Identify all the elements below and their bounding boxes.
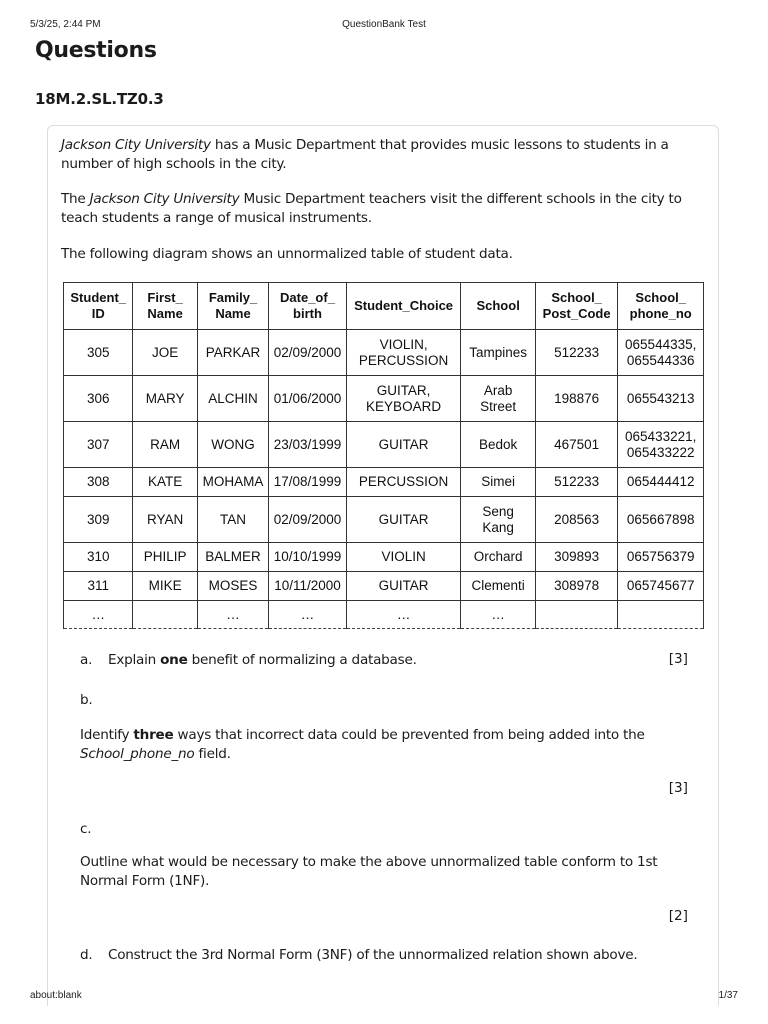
table-cell: Simei (461, 468, 535, 497)
table-cell: MOSES (197, 572, 268, 601)
table-cell: 311 (64, 572, 133, 601)
table-cell: PHILIP (133, 543, 197, 572)
table-cell: ALCHIN (197, 376, 268, 422)
table-cell: 065544335, 065544336 (618, 330, 704, 376)
column-header: Student_Choice (346, 283, 461, 330)
part-a-text-bold: one (160, 652, 188, 668)
column-header: First_ Name (133, 283, 197, 330)
intro-paragraph-3: The following diagram shows an unnormalized table of student data. (61, 246, 513, 262)
table-cell: RAM (133, 422, 197, 468)
table-row (64, 543, 704, 572)
part-b-text-pre: Identify (80, 727, 134, 743)
part-b-question (80, 726, 690, 764)
table-cell: 065756379 (618, 543, 704, 572)
print-footer (30, 990, 738, 1004)
column-header: School_ phone_no (618, 283, 704, 330)
table-row (64, 497, 704, 543)
print-url: about:blank (30, 990, 82, 1001)
part-c-letter: c. (80, 821, 92, 837)
table-row (64, 572, 704, 601)
part-d (80, 946, 690, 965)
table-cell: 23/03/1999 (269, 422, 346, 468)
table-cell: GUITAR (346, 422, 461, 468)
table-cell (535, 601, 618, 629)
print-datetime: 5/3/25, 2:44 PM (30, 19, 101, 30)
table-cell: RYAN (133, 497, 197, 543)
table-cell: … (346, 601, 461, 629)
table-cell: 10/10/1999 (269, 543, 346, 572)
part-b-text-post: field. (194, 746, 231, 762)
table-cell: 065433221, 065433222 (618, 422, 704, 468)
table-cell: Arab Street (461, 376, 535, 422)
table-cell: 10/11/2000 (269, 572, 346, 601)
table-cell: 065667898 (618, 497, 704, 543)
table-cell: … (269, 601, 346, 629)
table-cell: 01/06/2000 (269, 376, 346, 422)
table-cell: 309893 (535, 543, 618, 572)
table-cell: 17/08/1999 (269, 468, 346, 497)
part-a-text-post: benefit of normalizing a database. (187, 652, 417, 668)
table-cell: BALMER (197, 543, 268, 572)
table-cell: 512233 (535, 468, 618, 497)
table-cell: Seng Kang (461, 497, 535, 543)
table-cell: Orchard (461, 543, 535, 572)
part-c-marks: [2] (668, 908, 688, 924)
column-header: School (461, 283, 535, 330)
table-cell: 065543213 (618, 376, 704, 422)
print-page-number: 1/37 (718, 990, 738, 1001)
table-cell: 512233 (535, 330, 618, 376)
print-header (30, 19, 738, 33)
part-a-marks: [3] (668, 651, 688, 667)
table-row (64, 330, 704, 376)
table-cell: 02/09/2000 (269, 330, 346, 376)
table-cell: 065745677 (618, 572, 704, 601)
table-cell: PERCUSSION (346, 468, 461, 497)
intro-paragraph-1-text: has a Music Department that provides music lessons to students in a number of high schools in the city. (61, 137, 669, 172)
table-cell: 02/09/2000 (269, 497, 346, 543)
table-cell: Bedok (461, 422, 535, 468)
table-cell: 198876 (535, 376, 618, 422)
part-b-marks: [3] (668, 780, 688, 796)
page-title: Questions (35, 38, 157, 63)
table-row (64, 468, 704, 497)
table-cell: PARKAR (197, 330, 268, 376)
part-d-text: Construct the 3rd Normal Form (3NF) of the unnormalized relation shown above. (108, 947, 638, 963)
table-cell: 310 (64, 543, 133, 572)
table-cell: Clementi (461, 572, 535, 601)
table-cell: GUITAR, KEYBOARD (346, 376, 461, 422)
table-row-ellipsis (64, 601, 704, 629)
part-a (80, 651, 690, 670)
question-code: 18M.2.SL.TZ0.3 (35, 90, 164, 108)
table-cell: MIKE (133, 572, 197, 601)
table-cell: 467501 (535, 422, 618, 468)
university-name-2: Jackson City University (89, 191, 240, 207)
part-b-field-name: School_phone_no (80, 746, 195, 762)
table-cell: 308978 (535, 572, 618, 601)
table-cell: GUITAR (346, 572, 461, 601)
intro-paragraph-1 (61, 136, 711, 174)
column-header: Date_of_ birth (269, 283, 346, 330)
table-cell: … (197, 601, 268, 629)
student-data-table (63, 282, 704, 629)
table-cell: 307 (64, 422, 133, 468)
table-cell: TAN (197, 497, 268, 543)
table-row (64, 376, 704, 422)
part-b-text-mid: ways that incorrect data could be prevented from being added into the (173, 727, 645, 743)
table-cell: 306 (64, 376, 133, 422)
part-a-text-pre: Explain (108, 652, 161, 668)
table-cell: 308 (64, 468, 133, 497)
table-cell (133, 601, 197, 629)
table-cell: … (64, 601, 133, 629)
table-cell: 208563 (535, 497, 618, 543)
table-cell: WONG (197, 422, 268, 468)
part-a-letter: a. (80, 652, 93, 668)
print-doc-title: QuestionBank Test (342, 19, 426, 30)
university-name: Jackson City University (61, 137, 211, 153)
table-cell: VIOLIN (346, 543, 461, 572)
table-cell: GUITAR (346, 497, 461, 543)
part-b-letter: b. (80, 692, 93, 708)
table-cell: JOE (133, 330, 197, 376)
table-cell: KATE (133, 468, 197, 497)
table-cell: MOHAMA (197, 468, 268, 497)
table-header-row (64, 283, 704, 330)
intro-paragraph-2-text: Music Department teachers visit the different schools in the city to teach students a range of musical instruments. (61, 191, 682, 226)
part-b-text-bold: three (133, 727, 174, 743)
column-header: Student_ ID (64, 283, 133, 330)
table-cell: 305 (64, 330, 133, 376)
table-cell: MARY (133, 376, 197, 422)
table-row (64, 422, 704, 468)
table-cell: 309 (64, 497, 133, 543)
table-cell: … (461, 601, 535, 629)
table-cell: Tampines (461, 330, 535, 376)
column-header: Family_ Name (197, 283, 268, 330)
intro-paragraph-2-pre: The (61, 191, 90, 207)
table-cell: VIOLIN, PERCUSSION (346, 330, 461, 376)
table-cell: 065444412 (618, 468, 704, 497)
column-header: School_ Post_Code (535, 283, 618, 330)
intro-paragraph-2 (61, 190, 711, 228)
part-d-letter: d. (80, 947, 93, 963)
table-cell (618, 601, 704, 629)
part-c-question: Outline what would be necessary to make the above unnormalized table conform to 1st Normal Form (1NF). (80, 854, 658, 889)
